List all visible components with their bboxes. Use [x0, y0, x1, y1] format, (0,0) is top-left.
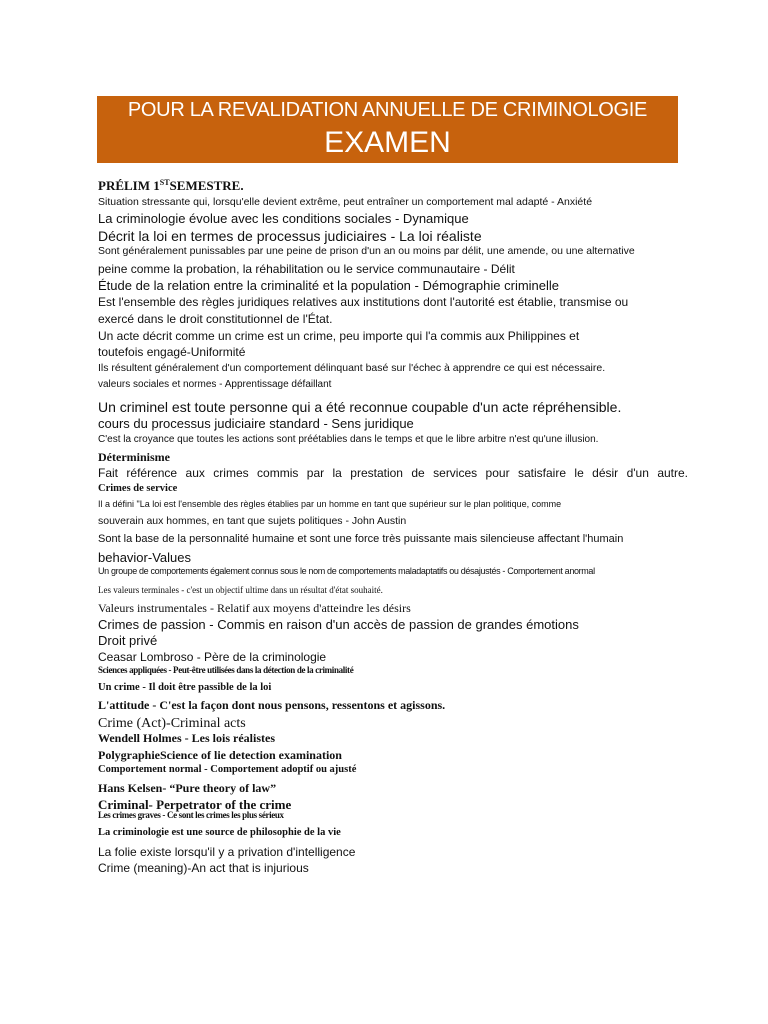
text-line: Déterminisme — [98, 450, 170, 464]
text-line: L'attitude - C'est la façon dont nous pensons, ressentons et agissons. — [98, 698, 446, 712]
prelim-label: PRÉLIM 1 — [98, 178, 160, 193]
text-line: Hans Kelsen- “Pure theory of law” — [98, 781, 277, 795]
text-line: Wendell Holmes - Les lois réalistes — [98, 731, 275, 745]
text-line: Situation stressante qui, lorsqu'elle devient extrême, peut entraîner un comportement mal adapté - Anxiété — [98, 196, 593, 208]
text-line: Un criminel est toute personne qui a été reconnue coupable d'un acte répréhensible. — [98, 399, 622, 415]
text-line: Ceasar Lombroso - Père de la criminologie — [98, 650, 327, 664]
text-line: Sciences appliquées - Peut-être utilisées dans la détection de la criminalité — [98, 665, 354, 675]
text-line: Étude de la relation entre la criminalité et la population - Démographie criminelle — [98, 278, 560, 293]
text-line: C'est la croyance que toutes les actions sont préétablies dans le temps et que le libre arbitre n'est qu'une illusion. — [98, 434, 599, 445]
section-heading — [98, 178, 688, 196]
text-line: Les crimes graves - Ce sont les crimes les plus sérieux — [98, 810, 284, 820]
text-line: Crimes de passion - Commis en raison d'un accès de passion de grandes émotions — [98, 617, 579, 632]
text-line: exercé dans le droit constitutionnel de l'État. — [98, 312, 333, 326]
text-line: Il a défini "La loi est l'ensemble des règles établies par un homme en tant que supérieur sur le plan politique, comme — [98, 499, 562, 509]
text-line: Un crime - Il doit être passible de la loi — [98, 682, 272, 693]
header-subtitle: POUR LA REVALIDATION ANNUELLE DE CRIMINOLOGIE — [127, 99, 648, 121]
text-line: valeurs sociales et normes - Apprentissage défaillant — [98, 379, 332, 390]
text-line: peine comme la probation, la réhabilitation ou le service communautaire - Délit — [98, 262, 515, 276]
text-line: Fait référence aux crimes commis par la prestation de services pour satisfaire le désir d'un autre. — [98, 466, 688, 480]
text-line: La criminologie évolue avec les conditions sociales - Dynamique — [98, 211, 469, 226]
header-banner — [97, 96, 678, 163]
text-line: Un acte décrit comme un crime est un crime, peu importe qui l'a commis aux Philippines et — [98, 329, 580, 343]
text-line: PolygraphieScience of lie detection examination — [98, 748, 342, 762]
text-line: Sont généralement punissables par une peine de prison d'un an ou moins par délit, une amende, ou une alternative — [98, 245, 635, 257]
text-line: Sont la base de la personnalité humaine et sont une force très puissante mais silencieuse affectant l'humain — [98, 533, 624, 545]
text-line: La folie existe lorsqu'il y a privation d'intelligence — [98, 845, 356, 859]
text-line: Les valeurs terminales - c'est un objectif ultime dans un résultat d'état souhaité. — [98, 585, 383, 595]
text-line: Droit privé — [98, 633, 158, 648]
text-line: Valeurs instrumentales - Relatif aux moyens d'atteindre les désirs — [98, 601, 411, 615]
text-line: Criminal- Perpetrator of the crime — [98, 797, 292, 812]
text-line: cours du processus judiciaire standard - Sens juridique — [98, 416, 414, 431]
semester-label: SEMESTRE. — [169, 178, 244, 193]
text-line: Décrit la loi en termes de processus judiciaires - La loi réaliste — [98, 228, 482, 244]
text-line: toutefois engagé-Uniformité — [98, 345, 246, 359]
text-line: Crimes de service — [98, 483, 178, 494]
document-body — [98, 178, 688, 877]
text-line: La criminologie est une source de philosophie de la vie — [98, 827, 341, 838]
text-line: souverain aux hommes, en tant que sujets politiques - John Austin — [98, 515, 407, 527]
text-line: Ils résultent généralement d'un comportement délinquant basé sur l'échec à apprendre ce qui est nécessaire. — [98, 362, 606, 374]
text-line: behavior-Values — [98, 550, 191, 565]
prelim-sup: ST — [159, 178, 170, 187]
text-line: Crime (Act)-Criminal acts — [98, 716, 246, 731]
text-line: Comportement normal - Comportement adoptif ou ajusté — [98, 764, 357, 775]
header-title: EXAMEN — [324, 126, 451, 159]
text-line: Crime (meaning)-An act that is injurious — [98, 861, 309, 875]
text-line: Un groupe de comportements également connus sous le nom de comportements maladaptatifs ou désajustés - Comportement anormal — [98, 566, 595, 576]
text-line: Est l'ensemble des règles juridiques relatives aux institutions dont l'autorité est établie, transmise ou — [98, 295, 629, 309]
